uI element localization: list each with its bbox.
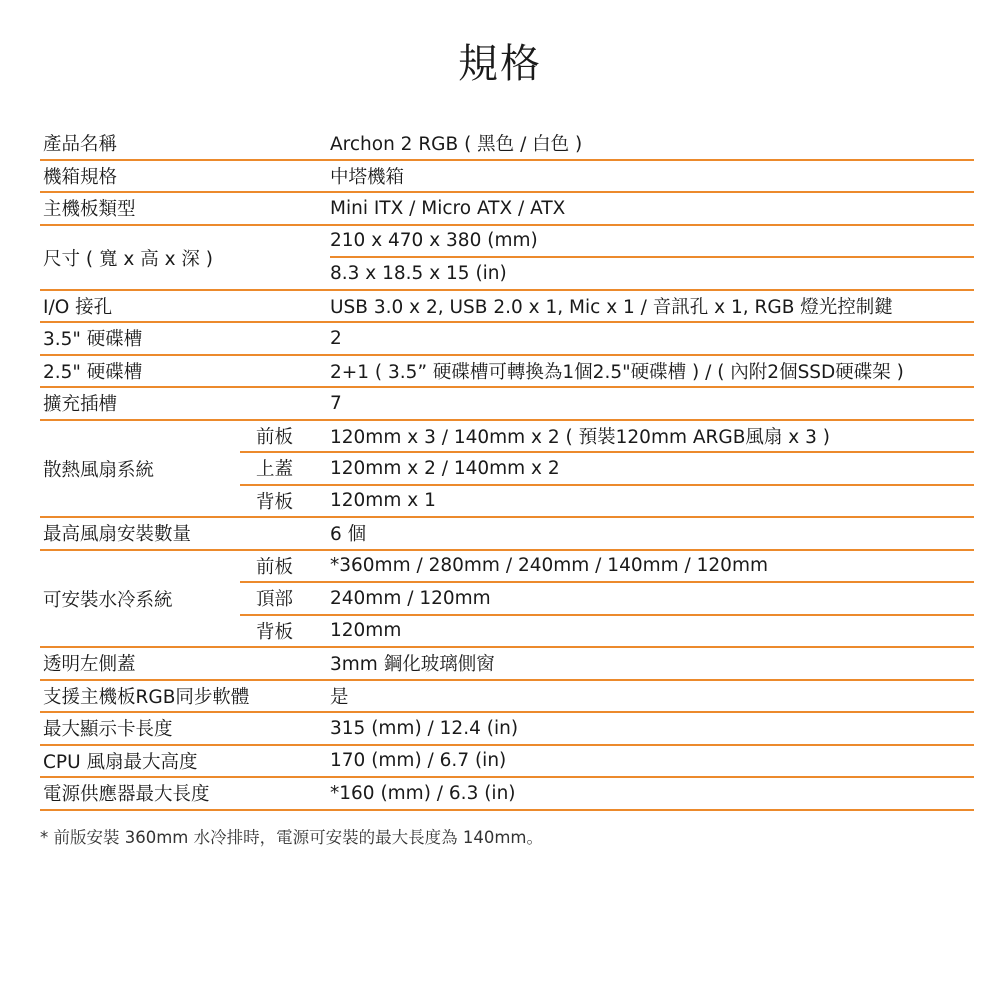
table-row xyxy=(40,356,974,389)
dimensions-row xyxy=(40,258,974,291)
cooling-value: *360mm / 280mm / 240mm / 140mm / 120mm xyxy=(330,555,768,577)
cooling-position: 頂部 xyxy=(256,589,294,611)
table-row xyxy=(40,681,974,714)
table-row xyxy=(40,713,974,746)
row-label: CPU 風扇最大高度 xyxy=(43,751,198,773)
row-label: 機箱規格 xyxy=(43,166,118,188)
row-label: 2.5" 硬碟槽 xyxy=(43,361,143,383)
cooling-label: 可安裝水冷系統 xyxy=(43,590,173,612)
fans-position: 上蓋 xyxy=(256,459,294,481)
footnote: * 前版安裝 360mm 水冷排時，電源可安裝的最大長度為 140mm。 xyxy=(40,828,544,847)
row-value: 315 (mm) / 12.4 (in) xyxy=(330,717,519,739)
row-value: *160 (mm) / 6.3 (in) xyxy=(330,782,516,804)
row-label: 3.5" 硬碟槽 xyxy=(43,329,143,351)
fans-label: 散熱風扇系統 xyxy=(43,460,155,482)
row-label: 電源供應器最大長度 xyxy=(43,784,210,806)
row-value: Archon 2 RGB ( 黑色 / 白色 ) xyxy=(330,134,583,156)
row-value: 是 xyxy=(330,686,349,708)
cooling-position: 前板 xyxy=(256,556,294,578)
dimensions-in: 8.3 x 18.5 x 15 (in) xyxy=(330,262,507,284)
table-row xyxy=(40,193,974,226)
table-row xyxy=(40,518,974,551)
row-value: 7 xyxy=(330,392,342,414)
row-label: 產品名稱 xyxy=(43,134,118,156)
cooling-group xyxy=(40,551,974,649)
table-row xyxy=(40,291,974,324)
fans-position: 背板 xyxy=(256,491,294,513)
table-row xyxy=(40,648,974,681)
cooling-row xyxy=(40,616,974,649)
row-value: 2+1 ( 3.5” 硬碟槽可轉換為1個2.5"硬碟槽 ) / ( 內附2個SSD硬碟架 ) xyxy=(330,361,904,383)
row-label: 最大顯示卡長度 xyxy=(43,719,173,741)
table-row xyxy=(40,388,974,421)
cooling-row xyxy=(240,583,974,616)
row-value: USB 3.0 x 2, USB 2.0 x 1, Mic x 1 / 音訊孔 x 1, RGB 燈光控制鍵 xyxy=(330,296,893,318)
cooling-value: 240mm / 120mm xyxy=(330,587,491,609)
spec-table xyxy=(40,128,974,811)
row-value: 中塔機箱 xyxy=(330,166,405,188)
row-value: 170 (mm) / 6.7 (in) xyxy=(330,750,507,772)
table-row xyxy=(40,323,974,356)
table-row xyxy=(40,128,974,161)
fans-value: 120mm x 2 / 140mm x 2 xyxy=(330,457,560,479)
fans-row xyxy=(40,486,974,519)
fans-group xyxy=(40,421,974,519)
cooling-row xyxy=(240,551,974,584)
dimensions-mm: 210 x 470 x 380 (mm) xyxy=(330,230,538,252)
table-row xyxy=(40,746,974,779)
dimensions-row xyxy=(330,226,974,259)
fans-row xyxy=(240,453,974,486)
dimensions-group xyxy=(40,226,974,291)
cooling-position: 背板 xyxy=(256,621,294,643)
row-label: 主機板類型 xyxy=(43,199,136,221)
fans-value: 120mm x 3 / 140mm x 2 ( 預裝120mm ARGB風扇 x 3 ) xyxy=(330,426,830,448)
row-value: 3mm 鋼化玻璃側窗 xyxy=(330,654,495,676)
row-label: 擴充插槽 xyxy=(43,394,118,416)
page-title: 規格 xyxy=(458,41,542,87)
row-label: I/O 接孔 xyxy=(43,296,113,318)
row-label: 最高風扇安裝數量 xyxy=(43,524,192,546)
table-row xyxy=(40,161,974,194)
row-value: 2 xyxy=(330,327,342,349)
row-value: Mini ITX / Micro ATX / ATX xyxy=(330,197,566,219)
row-value: 6 個 xyxy=(330,524,367,546)
cooling-value: 120mm xyxy=(330,620,402,642)
fans-value: 120mm x 1 xyxy=(330,490,436,512)
row-label: 透明左側蓋 xyxy=(43,654,136,676)
row-label: 支援主機板RGB同步軟體 xyxy=(43,686,250,708)
table-row xyxy=(40,778,974,811)
dimensions-label: 尺寸 ( 寬 x 高 x 深 ) xyxy=(43,249,213,270)
fans-position: 前板 xyxy=(256,426,294,448)
fans-row xyxy=(240,421,974,454)
